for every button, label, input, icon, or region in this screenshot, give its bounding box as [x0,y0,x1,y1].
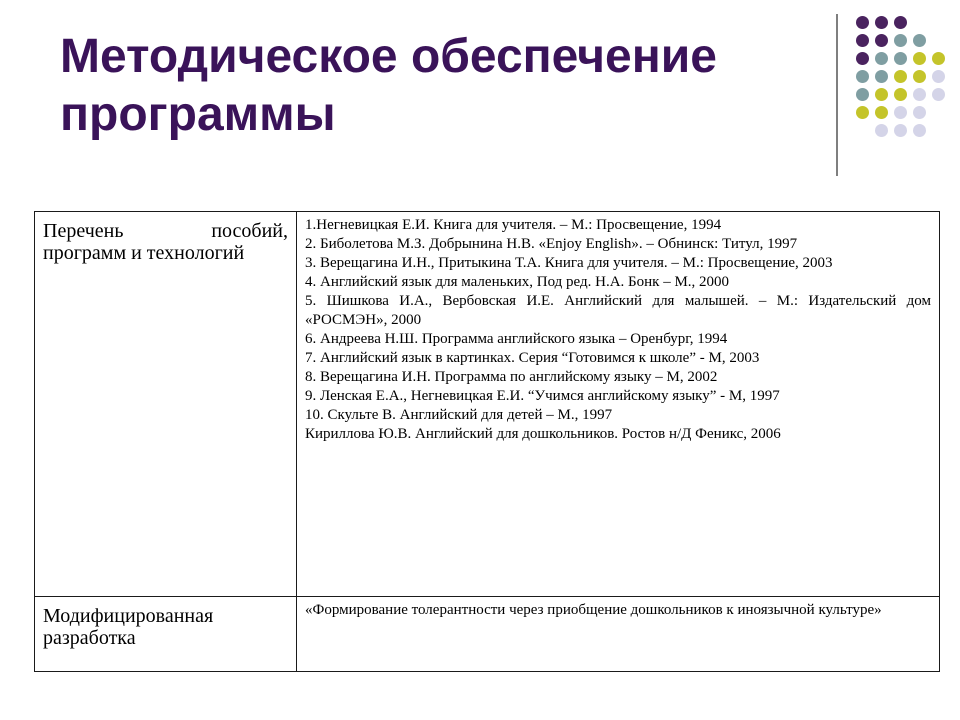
decor-dot [932,70,945,83]
list-item: 9. Ленская Е.А., Негневицкая Е.И. “Учимся английскому языку” - М, 1997 [305,388,780,404]
decor-dot [913,70,926,83]
decor-dot [875,16,888,29]
decor-dot [875,106,888,119]
list-item: 8. Верещагина И.Н. Программа по английскому языку – М, 2002 [305,369,718,385]
row-label-resources: Перечень пособий, программ и технологий [43,220,288,264]
decor-dot [913,124,926,137]
decor-dot [913,34,926,47]
table-cell-label [35,597,297,672]
table-row [35,212,940,597]
decor-dot [894,106,907,119]
decor-dot [856,16,869,29]
decor-dot [913,52,926,65]
row-label-modified: Модифицированная разработка [43,605,214,649]
slide-title: Методическое обеспечение программы [60,30,717,141]
decor-dot [894,16,907,29]
decor-dot [856,70,869,83]
table-cell-value [297,597,940,672]
decor-dot [875,124,888,137]
list-item: Кириллова Ю.В. Английский для дошкольников. Ростов н/Д Феникс, 2006 [305,426,781,442]
list-item: 3. Верещагина И.Н., Притыкина Т.А. Книга для учителя. – М.: Просвещение, 2003 [305,255,833,271]
decor-dot [894,124,907,137]
decorative-dot-grid [852,14,952,164]
methodology-table [34,211,940,672]
decor-dot [856,106,869,119]
list-item: 1.Негневицкая Е.И. Книга для учителя. – М.: Просвещение, 1994 [305,217,722,233]
decor-dot [875,88,888,101]
decor-dot [932,52,945,65]
decor-dot [875,52,888,65]
list-item: 6. Андреева Н.Ш. Программа английского языка – Оренбург, 1994 [305,331,728,347]
decor-dot [875,70,888,83]
list-item: 4. Английский язык для маленьких, Под ред. Н.А. Бонк – М., 2000 [305,274,730,290]
list-item: 10. Скульте В. Английский для детей – М., 1997 [305,407,613,423]
decor-dot [894,52,907,65]
decor-dot [856,34,869,47]
decor-dot [932,88,945,101]
decor-dot [913,88,926,101]
table-cell-label [35,212,297,597]
list-item: 2. Биболетова М.З. Добрынина Н.В. «Enjoy English». – Обнинск: Титул, 1997 [305,236,798,252]
decor-dot [894,88,907,101]
decor-dot [856,88,869,101]
decor-dot [856,52,869,65]
decor-dot [913,106,926,119]
decor-dot [894,34,907,47]
modified-development-text: «Формирование толерантности через приобщение дошкольников к иноязычной культуре» [305,602,882,618]
list-item: 7. Английский язык в картинках. Серия “Готовимся к школе” - М, 2003 [305,350,760,366]
decor-dot [894,70,907,83]
decor-dot [875,34,888,47]
table-cell-value [297,212,940,597]
table-row [35,597,940,672]
bibliography-list [305,216,931,444]
list-item: 5. Шишкова И.А., Вербовская И.Е. Английский для малышей. – М.: Издательский дом «РОСМЭН», 2000 [305,293,931,328]
vertical-divider [836,14,838,176]
